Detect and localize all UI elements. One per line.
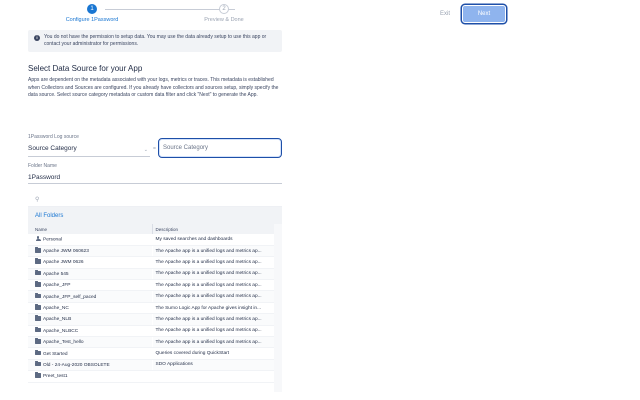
folder-search-input[interactable]: [28, 192, 282, 207]
row-description: The Apache app is a unified logs and metrics ap...: [152, 268, 274, 279]
row-name: Apache_NC: [43, 306, 69, 312]
column-header-description[interactable]: Description: [152, 224, 274, 234]
row-description: My saved searches and dashboards: [152, 234, 274, 245]
row-name: Apache 545: [43, 271, 69, 277]
wizard-stepper: [0, 0, 640, 28]
step-preview: [184, 4, 264, 23]
row-name: Preet_test1: [43, 374, 68, 380]
next-button[interactable]: Next: [462, 5, 506, 23]
source-category-placeholder: Source Category: [163, 145, 209, 151]
folder-icon: [35, 351, 41, 356]
folder-icon: [35, 373, 41, 378]
step-label: Configure 1Password: [65, 17, 119, 23]
source-category-input[interactable]: [158, 138, 282, 158]
log-source-label: 1Password Log source: [28, 134, 79, 140]
folder-name-input[interactable]: 1Password: [28, 174, 282, 184]
row-name-cell[interactable]: [28, 268, 152, 279]
table-row[interactable]: [28, 268, 282, 279]
row-name-cell[interactable]: [28, 337, 152, 348]
column-header-name[interactable]: Name: [35, 226, 48, 232]
user-icon: [35, 236, 41, 241]
row-name: Apache JWM 0626: [43, 260, 84, 266]
folder-icon: [35, 339, 41, 344]
configure-panel: [28, 30, 282, 380]
row-name: Apache_NLBCC: [43, 328, 79, 334]
row-name-cell[interactable]: [28, 302, 152, 313]
row-description: The Apache app is a unified logs and metrics ap...: [152, 280, 274, 291]
permission-notice: [28, 30, 282, 52]
row-description: SDO Applications: [152, 359, 274, 370]
row-description: Queries covered during QuickStart: [152, 348, 274, 359]
folder-icon: [35, 328, 41, 333]
section-description: Apps are dependent on the metadata associated with your logs, metrics or traces. This metadata is established when Collectors and Sources are configured. If you already have collectors and sources setup, simply specify the data source. Select source category metadata or custom data filter and click "Next" to generate the App.: [28, 77, 279, 98]
folder-table: [28, 224, 282, 383]
folder-icon: [35, 282, 41, 287]
search-icon: ⚲: [35, 196, 40, 203]
table-header-row: [28, 224, 282, 234]
row-name-cell[interactable]: [28, 348, 152, 359]
step-number: 2: [219, 4, 229, 14]
row-name: Old - 24-Aug-2020 OBSOLETE: [43, 362, 110, 368]
folder-name-label: Folder Name: [28, 163, 57, 169]
breadcrumb[interactable]: [28, 207, 282, 224]
table-row[interactable]: [28, 245, 282, 256]
row-name-cell[interactable]: [28, 359, 152, 370]
equals-separator: =: [153, 146, 156, 152]
row-description: The Apache app is a unified logs and metrics ap...: [152, 245, 274, 256]
row-description: The Apache app is a unified logs and metrics ap...: [152, 325, 274, 336]
row-name-cell[interactable]: [28, 245, 152, 256]
row-description: The Apache app is a unified logs and metrics ap...: [152, 337, 274, 348]
row-name-cell[interactable]: [28, 234, 152, 245]
table-row[interactable]: [28, 325, 282, 336]
scrollbar-track[interactable]: [274, 224, 282, 392]
folder-icon: [35, 305, 41, 310]
row-name-cell[interactable]: [28, 371, 152, 382]
row-name: Apache JWM 060623: [43, 249, 89, 255]
row-description: [152, 371, 274, 382]
row-description: The Apache app is a unified logs and metrics ap...: [152, 257, 274, 268]
row-name: Apache_JFP: [43, 283, 71, 289]
folder-icon: [35, 248, 41, 253]
folder-name-row: [28, 163, 282, 184]
step-configure: [52, 4, 132, 23]
row-name-cell[interactable]: [28, 257, 152, 268]
row-description: The Apache app is a unified logs and metrics ap...: [152, 314, 274, 325]
section-title: Select Data Source for your App: [28, 64, 143, 73]
info-icon: i: [34, 35, 40, 41]
table-row[interactable]: [28, 280, 282, 291]
table-row[interactable]: [28, 348, 282, 359]
row-name-cell[interactable]: [28, 325, 152, 336]
folder-icon: [35, 271, 41, 276]
folder-icon: [35, 294, 41, 299]
log-source-selected: Source Category: [28, 145, 77, 152]
table-row[interactable]: [28, 257, 282, 268]
row-description: The Sumo Logic App for Apache gives insight in...: [152, 302, 274, 313]
folder-icon: [35, 362, 41, 367]
log-source-row: [28, 134, 282, 158]
log-source-select[interactable]: [28, 145, 150, 157]
folder-icon: [35, 316, 41, 321]
table-row[interactable]: [28, 291, 282, 302]
folder-browser: [28, 192, 282, 392]
step-label: Preview & Done: [204, 17, 244, 23]
table-row[interactable]: [28, 359, 282, 370]
row-name: Personal: [43, 237, 62, 243]
exit-button[interactable]: Exit: [440, 11, 451, 17]
table-row[interactable]: [28, 314, 282, 325]
table-row[interactable]: [28, 234, 282, 245]
row-name: Apache_Test_hello: [43, 340, 84, 346]
row-name: Get Started: [43, 351, 68, 357]
breadcrumb-all-folders[interactable]: All Folders: [35, 212, 64, 219]
step-number: 1: [87, 4, 97, 14]
chevron-down-icon: ⌄: [143, 147, 148, 153]
table-row[interactable]: [28, 337, 282, 348]
row-name-cell[interactable]: [28, 314, 152, 325]
row-description: The Apache app is a unified logs and metrics ap...: [152, 291, 274, 302]
row-name-cell[interactable]: [28, 280, 152, 291]
notice-text: You do not have the permission to setup data. You may use the data already setup to use this app or contact your administrator for permissions.: [44, 34, 267, 47]
table-row[interactable]: [28, 302, 282, 313]
table-row[interactable]: [28, 371, 282, 382]
row-name: Apache_JFP_self_paced: [43, 294, 97, 300]
row-name: Apache_NLB: [43, 317, 72, 323]
folder-icon: [35, 259, 41, 264]
row-name-cell[interactable]: [28, 291, 152, 302]
